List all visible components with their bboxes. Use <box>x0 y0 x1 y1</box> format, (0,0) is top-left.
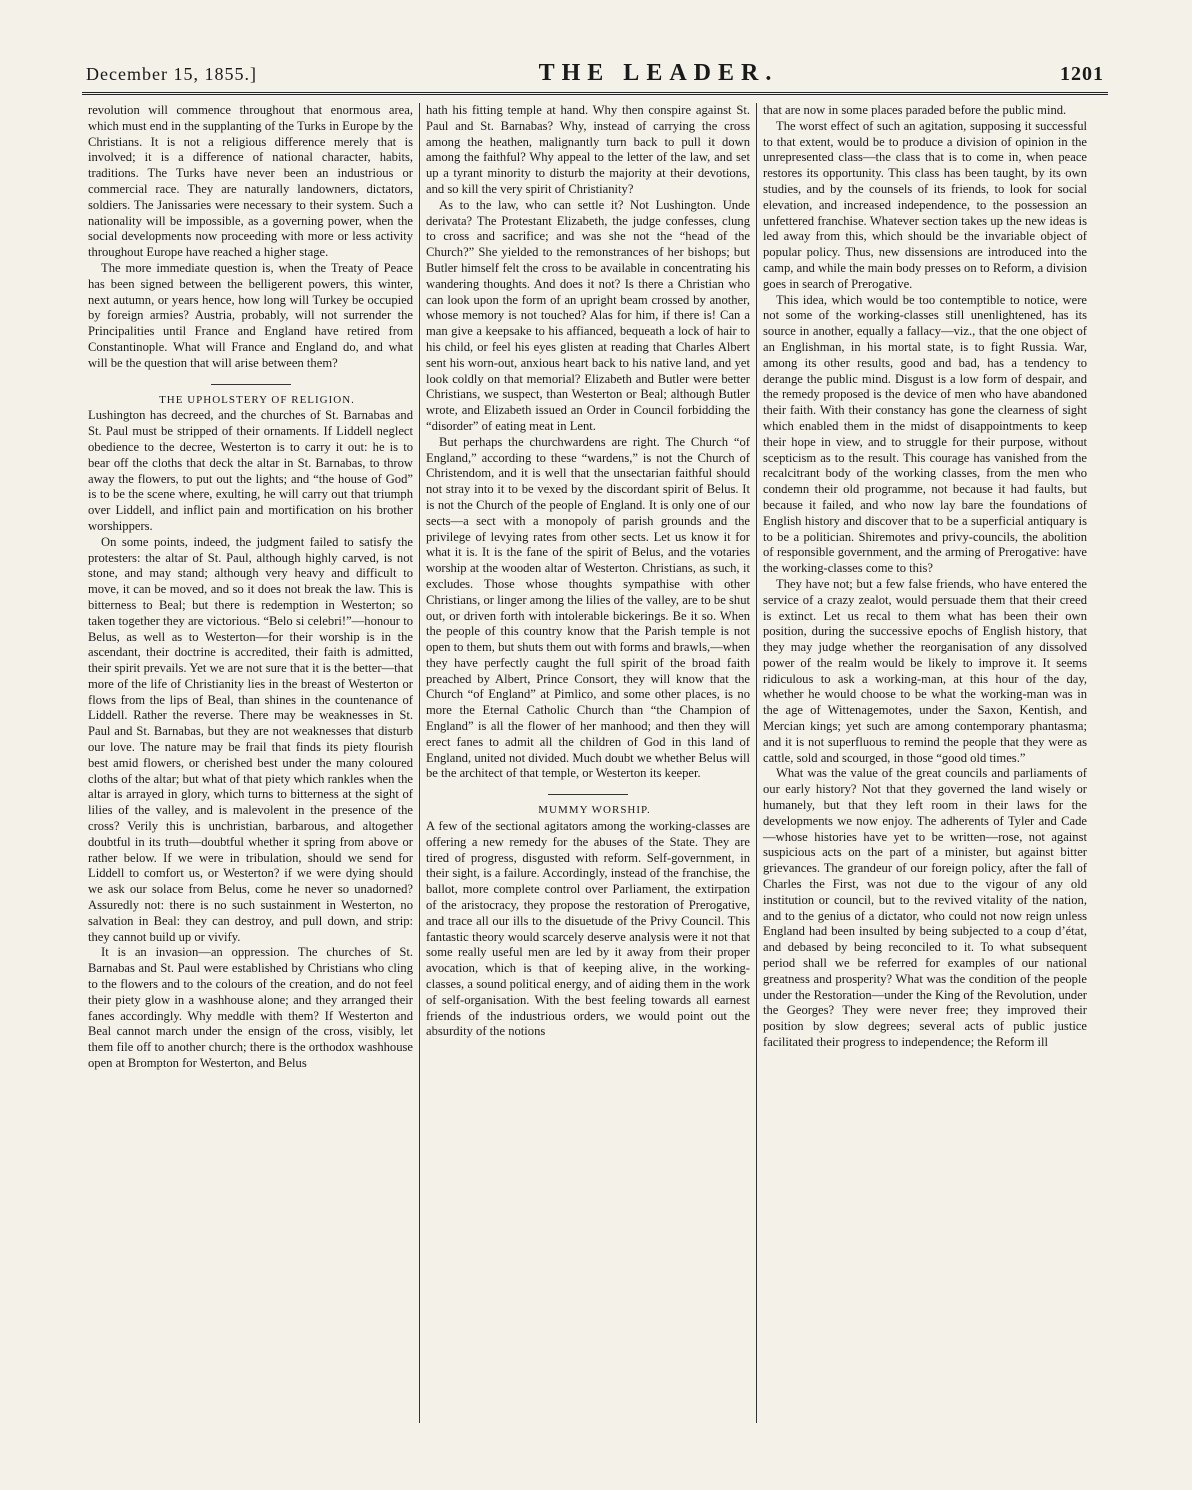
paragraph: As to the law, who can settle it? Not Lushington. Unde derivata? The Protestant Elizabeth, the judge confesses, clung to cross and sacrifice; and was she not the “head of the Church?” She yielded to the remonstrances of her bishops; but Butler himself felt the cross to be available in concentrating his wandering thoughts. And does it not? Is there a Christian who can look upon the form of an upright beam crossed by another, whose memory is not touched? Alas for him, if there is! Can a man give a keepsake to his affianced, bequeath a lock of hair to his child, or feel his eyes glisten at reading that Charles Albert sent his worn-out, anxious heart back to his native land, and yet look coldly on that memorial? Elizabeth and Butler were better Christians, we suspect, than Westerton or Beal; although Butler wrote, and Elizabeth issued an Order in Council forbidding the “disorder” of eating meat in Lent. <box>426 197 750 433</box>
paragraph: What was the value of the great councils and parliaments of our early history? Not that they governed the land wisely or humanely, but that they left room in their laws for the developments we now enjoy. The adherents of Tyler and Cade—whose histories have yet to be written—rose, not against suspicious acts on the part of a minister, but against bitter grievances. The grandeur of our foreign policy, after the fall of Charles the First, was not due to the vigour of any old institution or council, but to the revived vitality of the nation, and to the genius of a dictator, who could not now reign unless England had been insulted by being subjected to a coup d’état, and debased by being reconciled to it. To what subsequent period shall we be referred for examples of our national greatness and prosperity? What was the condition of the people under the Restoration—under the King of the Revolution, under the Georges? They were never free; they improved their position by slow degrees; several acts of public justice facilitated their progress to independence; the Reform ill <box>763 766 1087 1050</box>
paragraph: A few of the sectional agitators among the working-classes are offering a new remedy for the abuses of the State. They are tired of progress, disgusted with reform. Self-government, in their sight, is a failure. Accordingly, instead of the franchise, the ballot, more complete control over Parliament, the extirpation of the aristocracy, they propose the restoration of Prerogative, and trace all our ills to the disuetude of the Privy Council. This fantastic theory would scarcely deserve analysis were it not that some really useful men are led by it away from their proper avocation, which is that of keeping alive, in the working-classes, a sound political energy, and of aiding them in the work of self-organisation. With the best feeling towards all earnest friends of the industrious orders, we would point out the absurdity of the notions <box>426 819 750 1039</box>
paragraph: But perhaps the churchwardens are right. The Church “of England,” according to these “wardens,” is not the Church of Christendom, and it is well that the unsectarian faithful should not stray into it to be vexed by the discordant spirit of Belus. It is not the Church of the people of England. It is only one of our sects—a sect with a monopoly of parish grounds and the privilege of levying rates from other sects. Let us know it for what it is. It is the fane of the spirit of Belus, and the votaries worship at the wooden altar of Westerton. Christians, as such, it excludes. Those whose thoughts sympathise with other Christians, or linger among the lilies of the valley, are to be shut out, or driven forth with intolerable bickerings. Be it so. When the people of this country know that the Parish temple is not open to them, but shuts them out with forms and brawls,—when they have perfectly caught the full spirit of the broad faith preached by Albert, Prince Consort, they will know that the Church “of England” at Pimlico, and some other places, is no more the Eternal Catholic Church than “the Champion of England” is all the flower of her manhood; and then they will erect fanes to admit all the children of God in this land of England, united not divided. Much doubt we whether Belus will be the architect of that temple, or Westerton its keeper. <box>426 434 750 781</box>
divider <box>211 384 291 385</box>
paragraph: This idea, which would be too contemptible to notice, were not some of the working-classes still unenlightened, has its source in another, equally a fallacy—viz., that the one object of an Englishman, in his mortal state, is to fight Russia. War, among its other results, good and bad, has a tendency to derange the public mind. Disgust is a low form of despair, and the remedy proposed is the device of men who have abandoned their faith. With their constancy has gone the clearness of sight which enabled them in the midst of disappointments to keep their hope in view, and to struggle for their purpose, without scepticism as to the result. This courage has vanished from the recalcitrant body of the working classes, from the men who condemn their old programme, not because it had faults, but because it failed, and who now lay bare the foundations of English history and discover that to be a superficial antiquary is to be a politician. Shiremotes and privy-councils, the abolition of responsible government, and the arming of Prerogative: have the working-classes come to this? <box>763 292 1087 576</box>
article-heading: MUMMY WORSHIP. <box>538 804 651 817</box>
newspaper-title: THE LEADER. <box>538 60 779 86</box>
paragraph: They have not; but a few false friends, who have entered the service of a crazy zealot, would persuade them that their creed is extinct. Let us recal to them what has been their own position, during the successive epochs of English history, that they may judge whether the reorganisation of any dissolved power of the realm would be likely to improve it. It seems ridiculous to ask a working-man, at this hour of the day, whether he would choose to be what the working-man was in the age of Wittenagemotes, under the Saxon, Kentish, and Mercian kings; yet such are among contemporary phantasma; and it is not superfluous to remind the people that they were as cattle, sold and scourged, in those “good old times.” <box>763 576 1087 765</box>
masthead <box>82 60 1108 95</box>
divider <box>548 794 628 795</box>
article-heading: THE UPHOLSTERY OF RELIGION. <box>159 393 355 406</box>
column-2 <box>419 103 756 1423</box>
paragraph: hath his fitting temple at hand. Why then conspire against St. Paul and St. Barnabas? Why, instead of carrying the cross among the heathen, malignantly turn back to pull it down among the faithful? Why appeal to the letter of the law, and set up a tyrant minority to disturb the majority at their devotions, and so kill the very spirit of Christianity? <box>426 103 750 196</box>
column-3 <box>756 103 1093 1423</box>
paragraph: On some points, indeed, the judgment failed to satisfy the protesters: the altar of St. Paul, although highly carved, is not stone, and may stand; although very heavy and difficult to move, it can be moved, and so it does not break the law. This is bitterness to Beal; but there is redemption in Westerton; so taken together they are victorious. “Belo si celebri!”—honour to Belus, as well as to Westerton—for their worship is in the ascendant, their doctrine is accredited, their faith is admitted, their spirit prevails. Yet we are not sure that it is the better—that more of the life of Christianity lies in the breast of Westerton or flows from the lips of Beal, than shines in the countenance of Liddell. Rather the reverse. There may be weaknesses in St. Paul and St. Barnabas, but they are not weaknesses that disturb our love. The nature may be frail that finds its piety flourish best amid flowers, or cherished best under the many coloured cloths of the altar; but what of that piety which rankles when the altar is arrayed in glory, which turns to bitterness at the sight of lilies of the valley, and is malevolent in the presence of the cross? Verily this is unchristian, barbarous, and altogether doubtful in its truth—doubtful whether it spring from above or rather below. If we were in tribulation, should we send for Liddell to comfort us, or Westerton? if we were dying should we ask our solace from Belus, come he never so unadorned? Assuredly not: there is no such sustainment in Westerton, no salvation in Beal: they can destroy, and pull down, and strip: they cannot build up or vivify. <box>88 534 413 944</box>
issue-date: December 15, 1855.] <box>86 64 257 84</box>
column-1 <box>82 103 419 1423</box>
paragraph: The more immediate question is, when the Treaty of Peace has been signed between the belligerent powers, this winter, next autumn, or years hence, how long will Turkey be occupied by foreign armies? Austria, probably, will not surrender the Principalities until France and England have retired from Constantinople. What will France and England do, and what will be the question that will arise between them? <box>88 260 413 370</box>
paragraph: It is an invasion—an oppression. The churches of St. Barnabas and St. Paul were established by Christians who cling to the flowers and to the colours of the creation, and do not feel their piety glow in a washhouse alone; and they arranged their fanes accordingly. Why meddle with them? If Westerton and Beal cannot march under the ensign of the cross, visibly, let them file off to another church; there is the orthodox washhouse open at Brompton for Westerton, and Belus <box>88 945 413 1071</box>
paragraph: revolution will commence throughout that enormous area, which must end in the supplanting of the Turks in Europe by the Christians. It is not a religious difference merely that is involved; it is a difference of national character, habits, traditions. The Turks have never been an industrious or commercial race. They are naturally landowners, dictators, soldiers. The Janissaries were necessary to their system. Such a nationality will be impossible, as a governing power, when the social developments now proceeding with more or less activity throughout Europe have reached a higher stage. <box>88 103 413 260</box>
paragraph: The worst effect of such an agitation, supposing it successful to that extent, would be to produce a division of opinion in the unrepresented class—the class that is to come in, when peace restores its opportunity. This class has been taught, by its own studies, and by the counsels of its friends, to look for social elevation, and increased independence, to the possession an unfettered franchise. Whatever section takes up the new ideas is led away from this, which should be the invariable object of popular policy. Thus, new dissensions are introduced into the camp, and while the main body presses on to Reform, a division goes in search of Prerogative. <box>763 118 1087 291</box>
article-columns <box>82 103 1108 1423</box>
page-number: 1201 <box>1060 63 1104 85</box>
paragraph: that are now in some places paraded before the public mind. <box>763 103 1067 117</box>
paragraph: Lushington has decreed, and the churches of St. Barnabas and St. Paul must be stripped of their ornaments. If Liddell neglect obedience to the decree, Westerton is to carry it out: he is to bear off the cloths that deck the altar in St. Barnabas, to throw away the flowers, to put out the lights; and “the house of God” is to be the scene where, exulting, he will carry out that triumph over Liddell, and inflict pain and mortification on his brother worshippers. <box>88 408 413 533</box>
